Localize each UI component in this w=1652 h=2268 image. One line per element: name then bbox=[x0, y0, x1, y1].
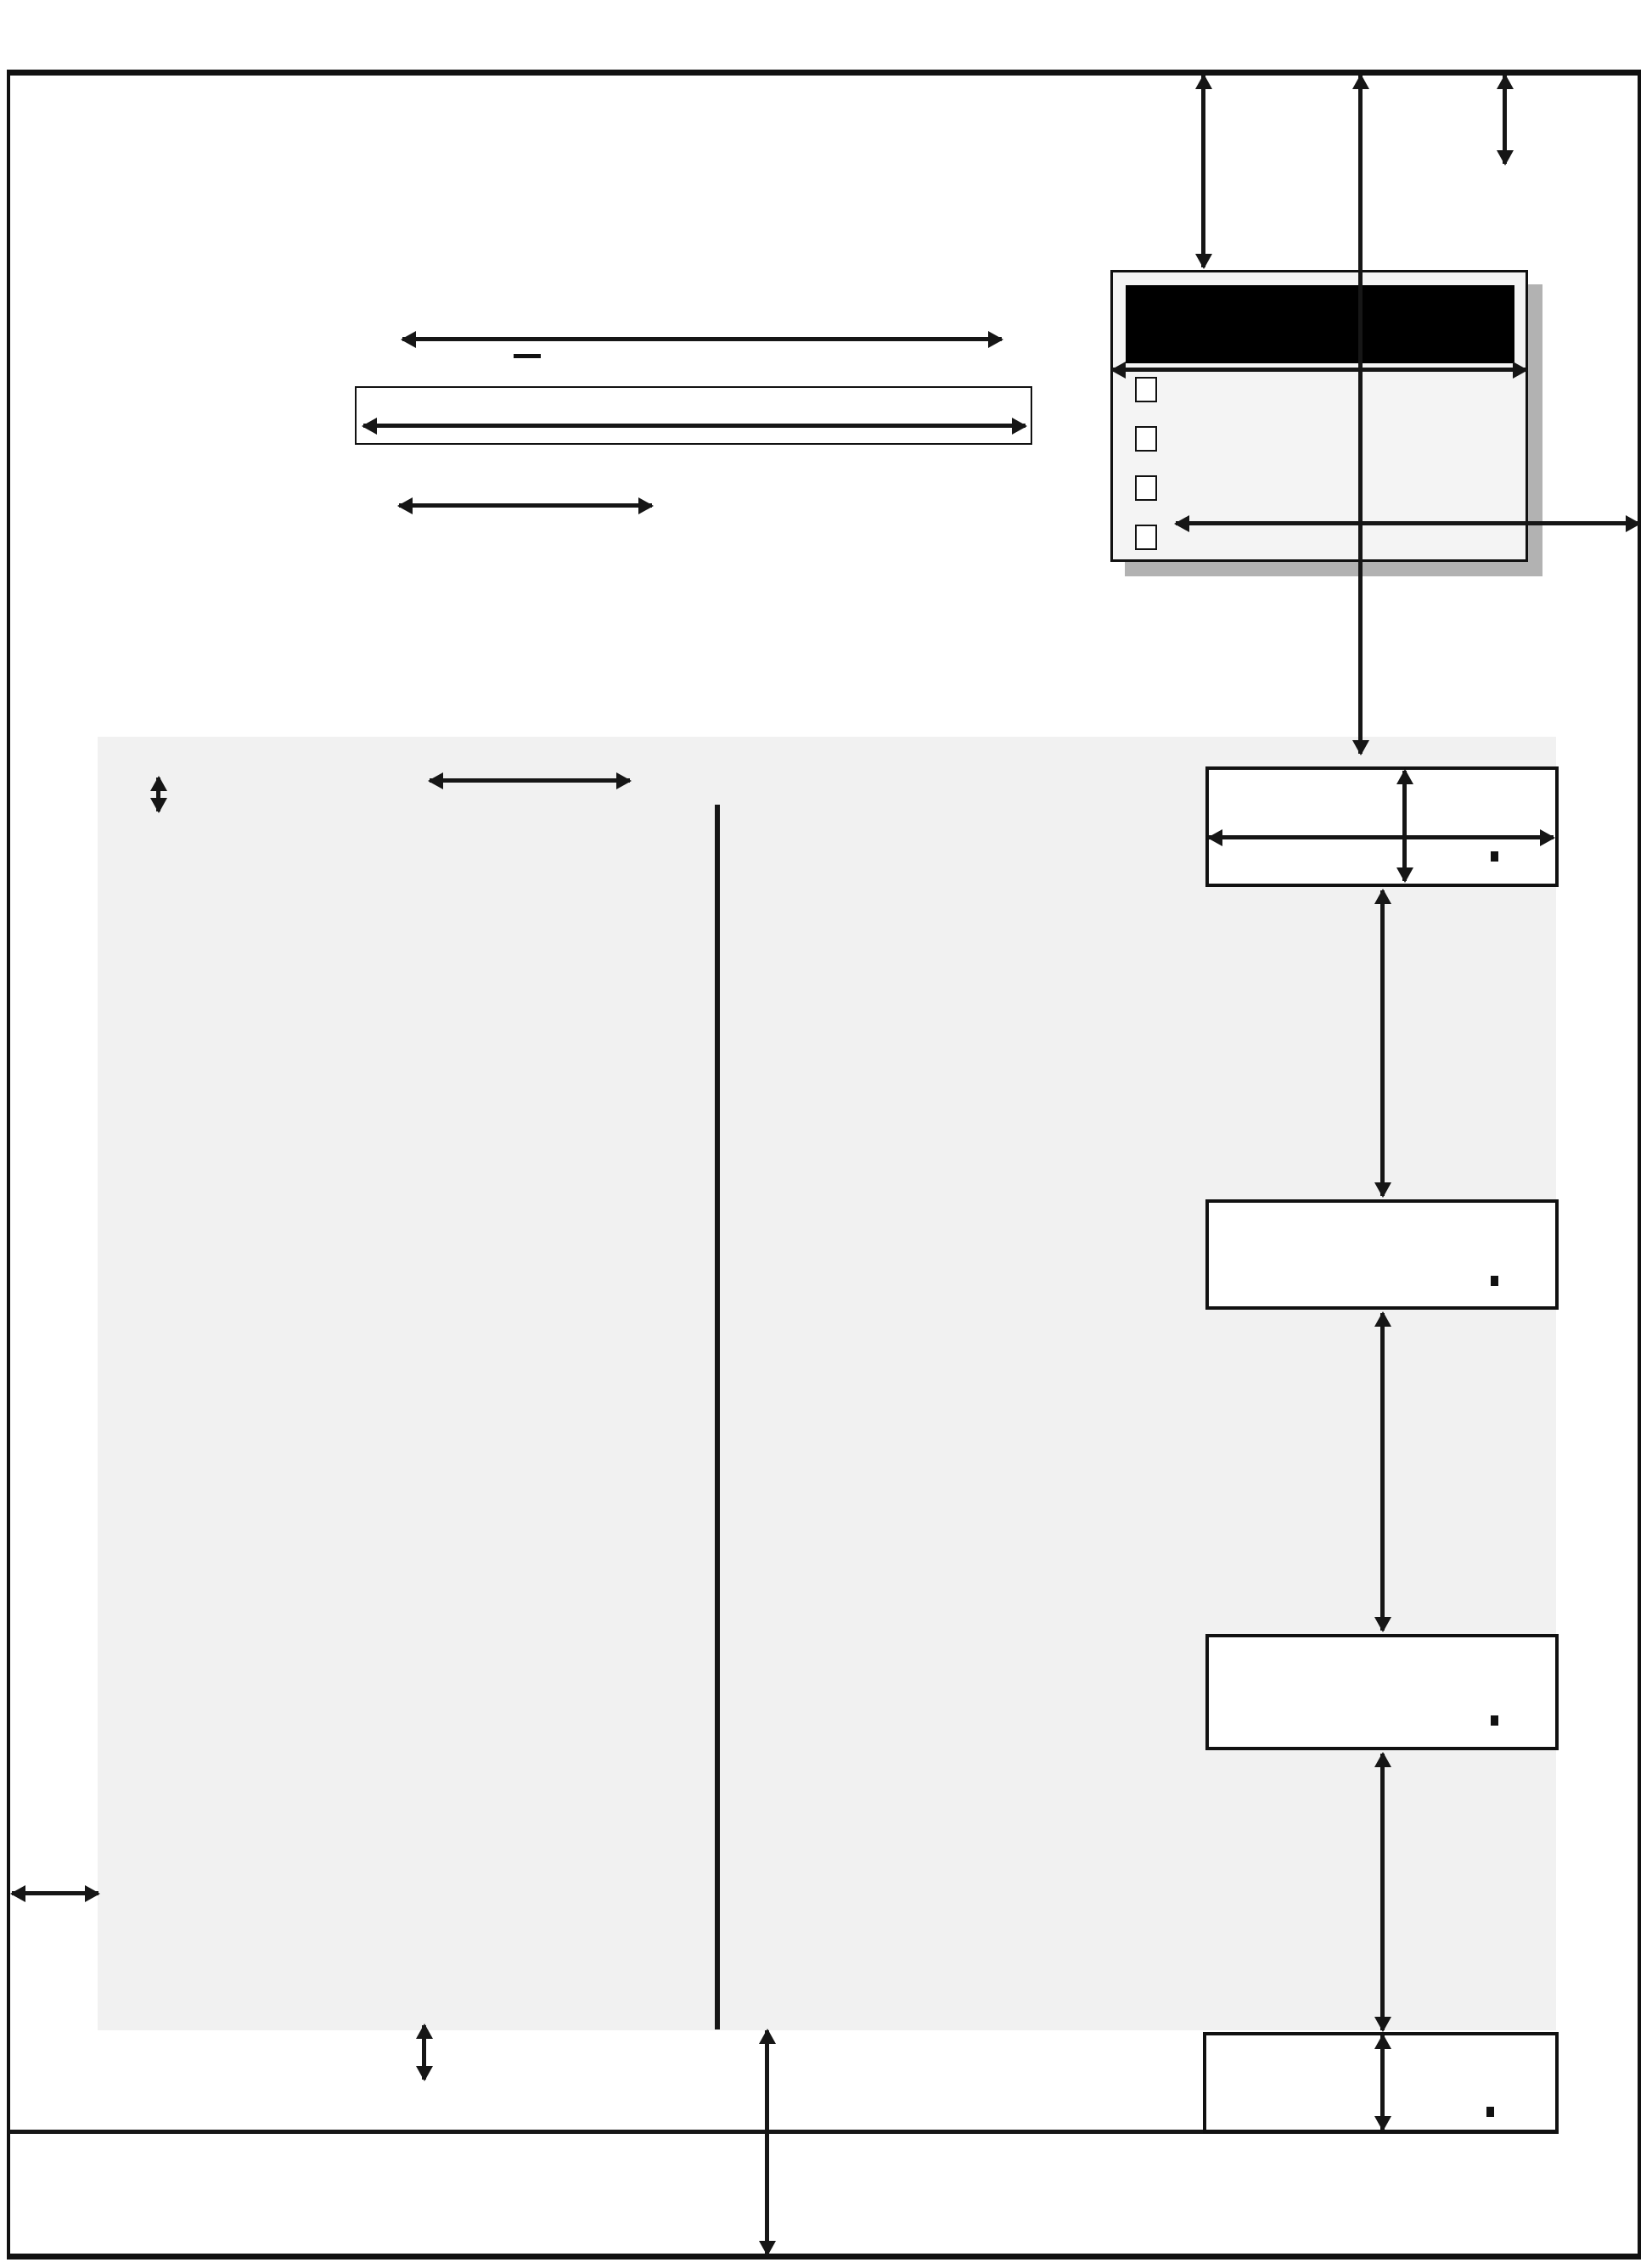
dim-arrow-180 bbox=[1209, 835, 1554, 839]
dim-arrow-157 bbox=[1380, 890, 1385, 1196]
quarter-4-checkbox[interactable] bbox=[1135, 525, 1157, 550]
liability-grid-background bbox=[98, 737, 1556, 2030]
month3-decimal-point bbox=[1491, 1715, 1498, 1726]
calendar-width-arrow bbox=[399, 503, 652, 508]
cell-width-arrow bbox=[430, 778, 630, 783]
month1-decimal-point bbox=[1491, 851, 1498, 862]
name-width-arrow bbox=[363, 424, 1025, 428]
dim-arrow-100 bbox=[1201, 76, 1205, 267]
dim-arrow-350 bbox=[1358, 76, 1363, 754]
dim-arrow-158 bbox=[1380, 1313, 1385, 1631]
dim-arrow-050-top bbox=[1503, 76, 1507, 164]
month2-decimal-point bbox=[1491, 1276, 1498, 1286]
quarter-1-checkbox[interactable] bbox=[1135, 377, 1157, 402]
ein-dash bbox=[514, 354, 541, 358]
dim-line-630 bbox=[715, 805, 720, 2029]
quarter-3-checkbox[interactable] bbox=[1135, 475, 1157, 501]
dim-arrow-220 bbox=[1112, 368, 1526, 372]
dim-arrow-055 bbox=[422, 2025, 426, 2080]
dim-arrow-020-row bbox=[156, 778, 160, 811]
month1-total-box[interactable] bbox=[1205, 766, 1559, 887]
dim-arrow-050-left bbox=[12, 1891, 98, 1895]
name-input-box[interactable] bbox=[355, 386, 1032, 445]
quarter-2-checkbox[interactable] bbox=[1135, 426, 1157, 452]
month3-total-box[interactable] bbox=[1205, 1634, 1559, 1750]
total-decimal-point bbox=[1486, 2107, 1494, 2117]
month1-box-height-arrow bbox=[1402, 771, 1407, 881]
month3-to-total-arrow bbox=[1380, 1754, 1385, 2030]
dim-arrow-120 bbox=[765, 2030, 769, 2254]
dim-arrow-250 bbox=[1176, 521, 1639, 525]
dim-arrow-050-total bbox=[1380, 2035, 1385, 2130]
quarter-box-header bbox=[1126, 285, 1514, 363]
month2-total-box[interactable] bbox=[1205, 1199, 1559, 1310]
ein-width-arrow bbox=[402, 337, 1002, 341]
